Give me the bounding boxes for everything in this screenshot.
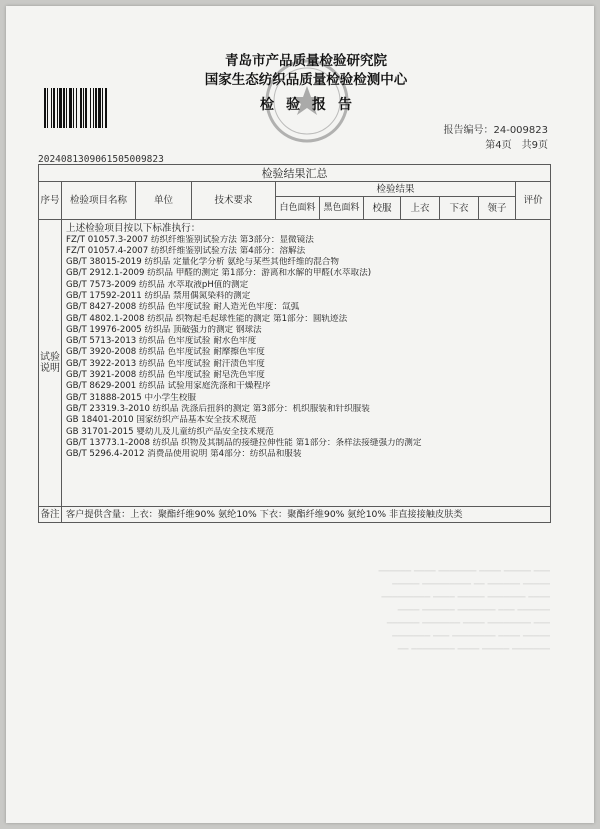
note-text: 客户提供含量：上衣：聚酯纤维90% 氨纶10% 下衣：聚酯纤维90% 氨纶10% 非直接接触皮肤类 [62,507,551,523]
results-table [38,164,551,523]
standards-list [66,235,546,461]
standard-item: GB/T 4802.1-2008 纺织品 织物起毛起球性能的测定 第1部分：圆轨迹法 [66,313,348,324]
subcol-top: 上衣 [401,197,440,220]
standard-item: GB/T 3921-2008 纺织品 色牢度试验 耐皂洗色牢度 [66,370,265,381]
standard-item: GB 18401-2010 国家纺织产品基本安全技术规范 [66,415,257,426]
subcol-black-fabric: 黑色面料 [320,197,364,220]
standard-item: GB/T 2912.1-2009 纺织品 甲醛的测定 第1部分：游离和水解的甲醛(水萃取法) [66,268,372,279]
test-notes [62,220,551,507]
standard-item: GB/T 17592-2011 纺织品 禁用偶氮染料的测定 [66,290,251,301]
standard-item: FZ/T 01057.4-2007 纺织纤维鉴别试验方法 第4部分：溶解法 [66,245,306,256]
standard-item: GB/T 13773.1-2008 纺织品 织物及其制品的接缝拉伸性能 第1部分：条样法接缝强力的测定 [66,437,422,448]
standard-item: GB/T 19976-2005 纺织品 顶破强力的测定 钢球法 [66,324,262,335]
subcol-bottom: 下衣 [440,197,479,220]
bleed-through-text: ━━━ ━━━━━ ━━━━ ━━━━━━━ ━━━━ ━━━━━━ ━━━━━ ━━━━━━ ━━ ━━━━━━━━━ ━━━━━ ━━━━ ━━━━━━━ ━━━━━ ━━━━ ━━━━━━━━━ ━━━━━━ ━━━ ━━━━━━━ ━━━━━━ ━━━━ ━━━ ━━━━━━━━ ━━━━ ━━━━━━━ ━━━━━━ ━━━━━ ━━━━ ━━━━━━━━ ━━━ ━━━━━━━ ━━━━━━━ ━━━━━ ━━━━ ━━━━━━━━ ━━ [378,567,550,655]
standard-item: GB/T 8427-2008 纺织品 色牢度试验 耐人造光色牢度：氙弧 [66,302,300,313]
subcol-uniform: 校服 [364,197,401,220]
standard-item: GB/T 7573-2009 纺织品 水萃取液pH值的测定 [66,279,249,290]
subcol-collar: 领子 [479,197,516,220]
col-evaluation: 评价 [516,182,551,220]
standard-item: GB/T 8629-2001 纺织品 试验用家庭洗涤和干燥程序 [66,381,271,392]
institute-subname: 国家生态纺织品质量检验检测中心 [204,72,408,88]
standard-item: GB/T 31888-2015 中小学生校服 [66,392,197,403]
col-seq: 序号 [39,182,62,220]
standard-item: GB/T 5296.4-2012 消费品使用说明 第4部分：纺织品和服装 [66,449,302,460]
test-notes-label: 试验说明 [39,220,62,507]
report-title: 检验报告 [260,97,364,113]
standard-item: GB/T 3922-2013 纺织品 色牢度试验 耐汗渍色牢度 [66,358,265,369]
table-title: 检验结果汇总 [39,165,551,182]
subcol-white-fabric: 白色面料 [276,197,320,220]
standard-item: FZ/T 01057.3-2007 纺织纤维鉴别试验方法 第3部分：显微镜法 [66,234,314,245]
standards-intro: 上述检验项目按以下标准执行： [66,223,201,234]
col-results: 检验结果 [276,182,516,197]
report-page [6,6,594,823]
serial-number: 20240813090615050098​23 [38,154,164,165]
institute-name: 青岛市产品质量检验研究院 [225,53,387,69]
note-label: 备注 [39,507,62,523]
standard-item: GB/T 3920-2008 纺织品 色牢度试验 耐摩擦色牢度 [66,347,265,358]
col-unit: 单位 [136,182,192,220]
standard-item: GB/T 5713-2013 纺织品 色牢度试验 耐水色牢度 [66,336,257,347]
report-number: 报告编号：24-009823 [443,125,548,136]
col-requirement: 技术要求 [192,182,276,220]
standard-item: GB/T 23319.3-2010 纺织品 洗涤后扭斜的测定 第3部分：机织服装和针织服装 [66,403,370,414]
standard-item: GB/T 38015-2019 纺织品 定量化学分析 氨纶与某些其他纤维的混合物 [66,257,339,268]
page-info: 第4页 共9页 [485,140,548,151]
col-item: 检验项目名称 [62,182,136,220]
standard-item: GB 31701-2015 婴幼儿及儿童纺织产品安全技术规范 [66,426,274,437]
